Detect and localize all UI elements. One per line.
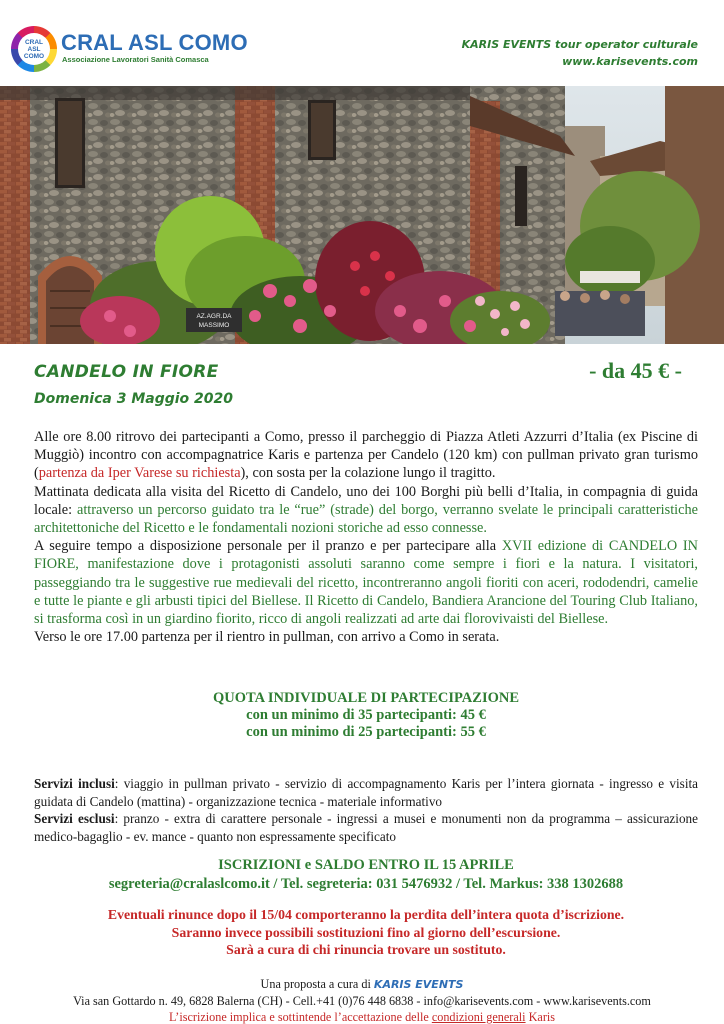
logo-badge-text [18, 33, 50, 65]
warning-line: Saranno invece possibili sostituzioni fino al giorno dell’escursione. [171, 924, 561, 940]
quota-heading: QUOTA INDIVIDUALE DI PARTECIPAZIONE [212, 690, 520, 706]
footer [20, 976, 704, 1024]
registration-contacts[interactable]: segreteria@cralaslcomo.it / Tel. segreteria: 031 5476932 / Tel. Markus: 338 1302688 [108, 876, 624, 892]
event-date: Domenica 3 Maggio 2020 [34, 391, 234, 407]
logo-subtitle: Associazione Lavoratori Sanità Comasca [62, 55, 209, 64]
logo-badge-line: COMO [23, 52, 45, 60]
services-included-text: : viaggio in pullman privato - servizio di accompagnamento Karis per l’intera giornata - ingresso e visita guidata di Candelo (mattina) - organizzazione tecnica - materiale informativo [34, 776, 698, 809]
event-price: - da 45 € - [589, 358, 682, 383]
warning-line: Sarà a cura di chi rinuncia trovare un sostituto. [226, 942, 506, 957]
program-paragraph [34, 483, 698, 538]
highlight-green: attraverso un percorso guidato tra le “rue” (strade) del borgo, verranno svelate le principali caratteristiche architettoniche del Ricetto e le fondamentali nozioni storiche ad esso connesse. [34, 501, 698, 537]
header [0, 0, 724, 86]
footer-terms-suffix: Karis [525, 1010, 556, 1024]
highlight-green: XVII edizione di CANDELO IN FIORE, manifestazione dove i protagonisti assoluti saranno come sempre i fiori e la natura. I visitatori, passeggiando tra le suggestive rue medievali del ricetto, incontreranno angoli fioriti con aceri, rododendri, camelie e tutte le piante e gli arbusti tipici del Biellese. Il Ricetto di Candelo, Bandiera Arancione del Touring Club Italiano, si trasforma così in un giardino fiorito, ricco di angoli realizzati ad arte dai florovivaisti del Biellese. [34, 538, 699, 628]
program-paragraph [34, 428, 698, 483]
registration-info [34, 856, 698, 894]
warning-line: Eventuali rinunce dopo il 15/04 comporteranno la perdita dell’intera quota d’iscrizione. [107, 907, 625, 922]
logo-title: CRAL ASL COMO [61, 30, 248, 55]
logo-badge-line: ASL [27, 45, 41, 53]
program-paragraph [34, 537, 698, 628]
services-excluded-label: Servizi esclusi [34, 811, 115, 826]
services-section [34, 775, 698, 845]
event-title: CANDELO IN FIORE [34, 362, 219, 382]
terms-link[interactable]: condizioni generali [431, 1010, 526, 1024]
operator-website[interactable]: www.karisevents.com [562, 55, 698, 68]
footer-terms [20, 1009, 704, 1024]
text-span: Alle ore 8.00 ritrovo dei partecipanti a Como, presso il parcheggio di Piazza Atleti Azzurri d’Italia (ex Piscine di Muggiò) incontro con accompagnatrice Karis e partenza per Candelo (120 km) con pullman privato gran turismo ( [34, 429, 698, 482]
footer-proposal-prefix: Una proposta a cura di [260, 977, 374, 991]
cancellation-warning [34, 906, 698, 959]
footer-address: Via san Gottardo n. 49, 6828 Balerna (CH) - Cell.+41 (0)76 448 6838 - info@karisevents.com - www.karisevents.com [73, 994, 651, 1008]
services-included-label: Servizi inclusi [34, 776, 115, 791]
operator-tagline: KARIS EVENTS tour operator culturale [461, 38, 698, 51]
text-span: A seguire tempo a disposizione personale per il pranzo e per partecipare alla [34, 538, 502, 555]
hero-photo [0, 86, 724, 344]
photo-sign-line: MASSIMO [198, 322, 230, 329]
photo-sign-line: AZ.AGR.DA [196, 313, 232, 320]
quota-line: con un minimo di 25 partecipanti: 55 € [246, 724, 486, 740]
program-paragraph: Verso le ore 17.00 partenza per il rientro in pullman, con arrivo a Como in serata. [34, 629, 500, 646]
footer-terms-prefix: L’iscrizione implica e sottintende l’accettazione delle [168, 1010, 432, 1024]
services-excluded [34, 810, 698, 845]
text-span: Mattinata dedicata alla visita del Ricetto di Candelo, uno dei 100 Borghi più belli d’Italia, in compagnia di guida locale: [34, 483, 698, 518]
text-span: ), con sosta per la colazione lungo il tragitto. [240, 465, 496, 482]
cral-logo-icon [11, 26, 57, 72]
quota-line: con un minimo di 35 partecipanti: 45 € [246, 707, 486, 723]
program-description [34, 428, 698, 646]
registration-deadline: ISCRIZIONI e SALDO ENTRO IL 15 APRILE [218, 857, 514, 873]
services-excluded-text: : pranzo - extra di carattere personale - ingressi a musei e monumenti non da programma – assicurazione medico-bagaglio - ev. mance - quanto non espressamente specificato [34, 811, 698, 844]
price-box [34, 690, 698, 741]
services-included [34, 775, 698, 810]
highlight-red: partenza da Iper Varese su richiesta [38, 465, 241, 482]
footer-brand: KARIS EVENTS [373, 978, 464, 991]
footer-proposal [20, 976, 704, 993]
logo-badge-line: CRAL [24, 38, 44, 46]
